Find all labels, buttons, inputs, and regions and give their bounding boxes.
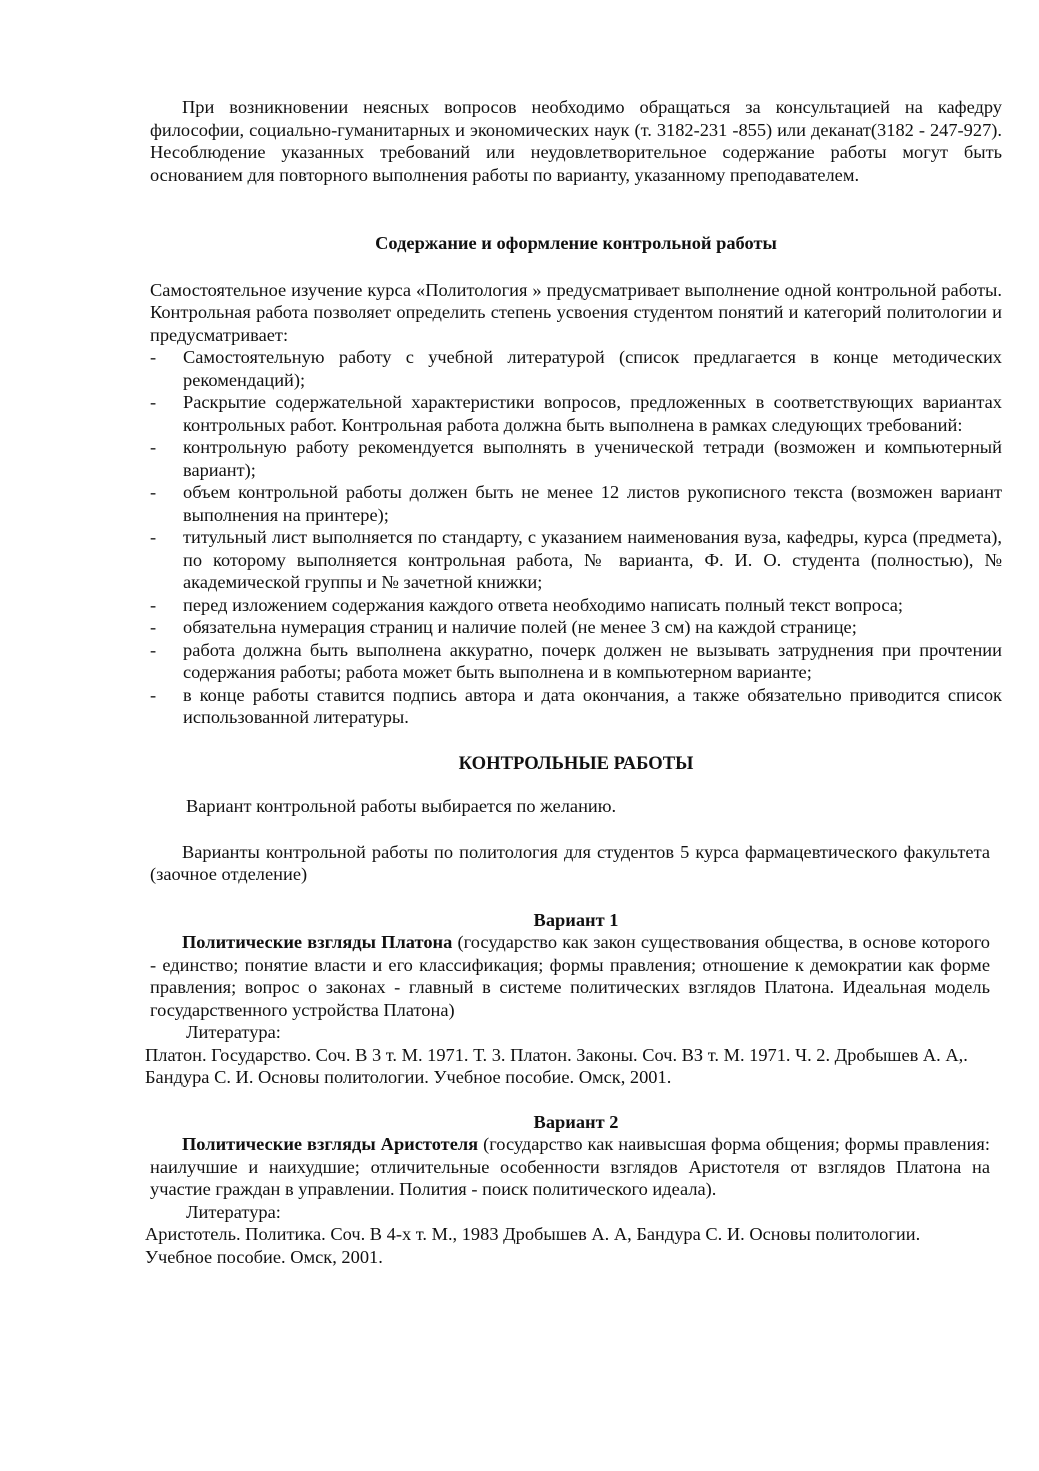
works-title: КОНТРОЛЬНЫЕ РАБОТЫ	[458, 752, 694, 774]
bullet-dash: -	[150, 617, 157, 637]
list-item-text: перед изложением содержания каждого ответа необходимо написать полный текст вопроса;	[183, 594, 904, 615]
variant-description	[150, 931, 990, 1021]
list-item	[150, 684, 1002, 729]
list-item	[150, 481, 1002, 526]
list-item-text: контрольную работу рекомендуется выполнять в ученической тетради (возможен и компьютерный вариант);	[183, 437, 1002, 480]
section-title: Содержание и оформление контрольной работы	[375, 233, 777, 253]
literature-label: Литература:	[186, 1022, 281, 1042]
list-item-text: титульный лист выполняется по стандарту, с указанием наименования вуза, кафедры, курса (предмета), по которому выполняется контрольная работа, № варианта, Ф. И. О. студента (полностью), № академической группы и № зачетной книжки;	[183, 527, 1002, 592]
bullet-dash: -	[150, 527, 157, 547]
bullet-dash: -	[150, 392, 157, 412]
list-item	[150, 391, 1002, 436]
list-item	[150, 639, 1002, 684]
variant-title: Вариант 1	[533, 909, 619, 930]
list-item-text: работа должна быть выполнена аккуратно, почерк должен не вызывать затруднения при прочтении содержания работы; работа может быть выполнена и в компьютерном варианте;	[183, 639, 1002, 682]
variant-details: (государство как закон существования общества, в основе которого - единство; понятие власти и его классификация; формы правления; отношение к демократии как форме правления; вопрос о законах - главный в системе политических взглядов Платона. Идеальная модель государственного устройства Платона)	[150, 932, 990, 1020]
intro-paragraph: При возникновении неясных вопросов необходимо обращаться за консультацией на кафедру философии, социально-гуманитарных и экономических наук (т. 3182-231 -855) или деканат(3182 - 247-927). Несоблюдение указанных требований или неудовлетворительное содержание работы могут быть основанием для повторного выполнения работы по варианту, указанному преподавателем.	[150, 97, 1002, 185]
document-page	[145, 96, 1002, 1268]
bullet-dash: -	[150, 482, 157, 502]
list-item	[150, 594, 1002, 617]
list-item	[150, 526, 1002, 594]
list-item	[150, 346, 1002, 391]
list-item-text: Самостоятельную работу с учебной литературой (список предлагается в конце методических рекомендаций);	[183, 347, 1002, 390]
list-item	[150, 436, 1002, 481]
bullet-dash: -	[150, 594, 157, 615]
literature-text: Платон. Государство. Соч. В 3 т. М. 1971. Т. 3. Платон. Законы. Соч. ВЗ т. М. 1971. Ч. 2. Дробышев А. А,. Бандура С. И. Основы политологии. Учебное пособие. Омск, 2001.	[145, 1044, 968, 1087]
variant-details: (государство как наивысшая форма общения; формы правления: наилучшие и наихудшие; отличительные особенности взглядов Аристотеля от взглядов Платона на участие граждан в управлении. Полития - поиск политического идеала).	[150, 1134, 990, 1199]
list-item	[150, 616, 1002, 639]
requirements-list	[150, 346, 1002, 729]
bullet-dash: -	[150, 437, 157, 457]
list-item-text: объем контрольной работы должен быть не менее 12 листов рукописного текста (возможен вариант выполнения на принтере);	[183, 482, 1002, 525]
bullet-dash: -	[150, 347, 157, 367]
literature-text: Аристотель. Политика. Соч. В 4-х т. М., 1983 Дробышев А. А, Бандура С. И. Основы политологии. Учебное пособие. Омск, 2001.	[145, 1224, 921, 1267]
variant-topic: Политические взгляды Аристотеля	[182, 1134, 479, 1154]
variant-description	[150, 1133, 990, 1201]
variant-topic: Политические взгляды Платона	[182, 932, 453, 952]
list-item-text: обязательна нумерация страниц и наличие полей (не менее 3 см) на каждой странице;	[183, 617, 857, 637]
variants-intro: Варианты контрольной работы по политология для студентов 5 курса фармацевтического факультета (заочное отделение)	[150, 841, 990, 884]
variant-title: Вариант 2	[533, 1111, 619, 1132]
list-item-text: Раскрытие содержательной характеристики вопросов, предложенных в соответствующих вариантах контрольных работ. Контрольная работа должна быть выполнена в рамках следующих требований:	[183, 392, 1002, 435]
choose-note: Вариант контрольной работы выбирается по желанию.	[186, 796, 617, 816]
list-item-text: в конце работы ставится подпись автора и дата окончания, а также обязательно приводится список использованной литературы.	[183, 684, 1002, 727]
bullet-dash: -	[150, 684, 157, 705]
literature-label: Литература:	[186, 1201, 281, 1222]
section-intro: Самостоятельное изучение курса «Политология » предусматривает выполнение одной контрольной работы. Контрольная работа позволяет определить степень усвоения студентом понятий и категорий политологии и предусматривает:	[150, 279, 1002, 345]
bullet-dash: -	[150, 639, 157, 660]
